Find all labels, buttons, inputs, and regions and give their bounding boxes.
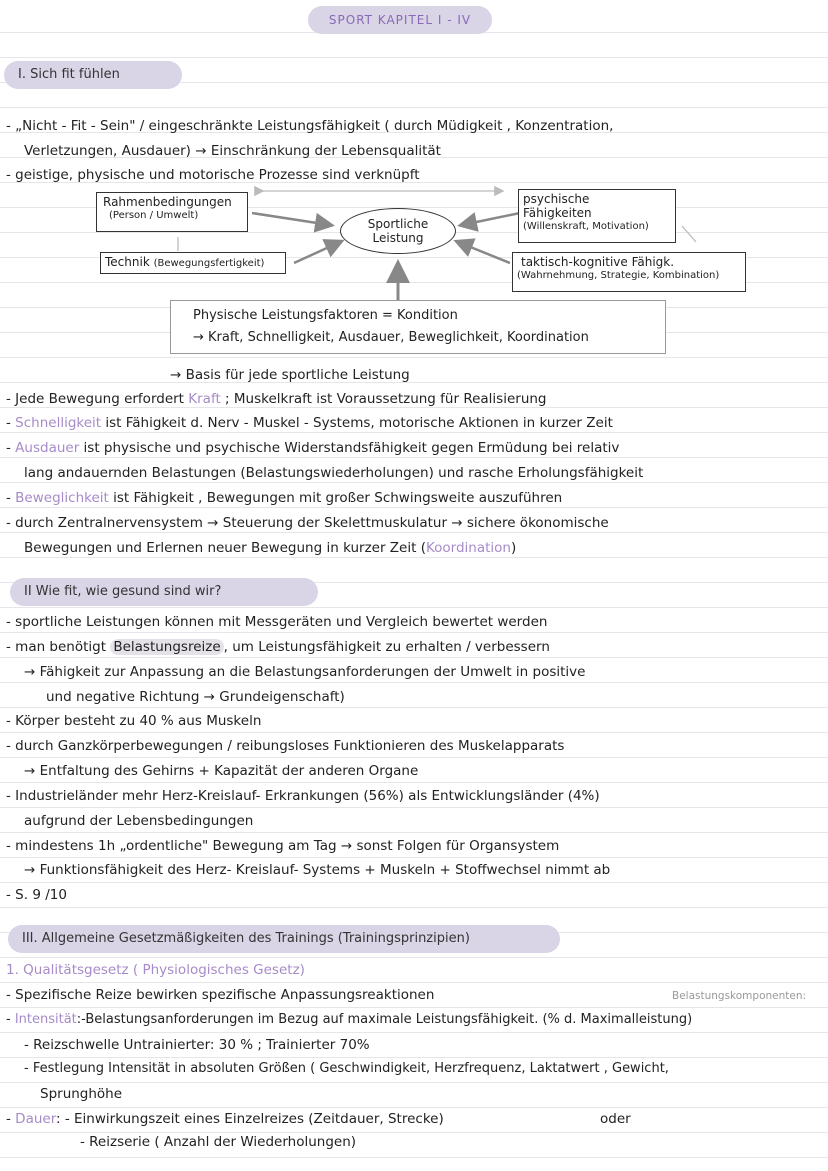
s1-kraft: Kraft bbox=[188, 391, 221, 407]
s2-line-3: → Fähigkeit zur Anpassung an die Belastungsanforderungen der Umwelt in positive bbox=[24, 664, 586, 680]
s2-line-1: - sportliche Leistungen können mit Messgeräten und Vergleich bewertet werden bbox=[6, 614, 548, 630]
s1-l7c: ist physische und psychische Widerstandsfähigkeit gegen Ermüdung bei relativ bbox=[79, 440, 620, 456]
rahmen-label: Rahmenbedingungen bbox=[103, 195, 232, 209]
s2-line-5: - Körper besteht zu 40 % aus Muskeln bbox=[6, 713, 262, 729]
diagram-box-physisch bbox=[170, 300, 666, 354]
s2-line-4: und negative Richtung → Grundeigenschaft) bbox=[46, 689, 345, 705]
s1-l9c: ist Fähigkeit , Bewegungen mit großer Schwingsweite auszuführen bbox=[108, 490, 563, 506]
s1-l11c: ) bbox=[511, 540, 517, 556]
s2-belastungsreize: Belastungsreize bbox=[110, 639, 223, 655]
s1-schnelligkeit: Schnelligkeit bbox=[15, 415, 102, 431]
s2-l2c: , um Leistungsfähigkeit zu erhalten / verbessern bbox=[223, 639, 550, 655]
s2-line-12: - S. 9 /10 bbox=[6, 887, 67, 903]
psych-label-1: psychische bbox=[523, 192, 590, 206]
s2-line-7: → Entfaltung des Gehirns + Kapazität der anderen Organe bbox=[24, 763, 419, 779]
s3-dauer: Dauer bbox=[15, 1111, 57, 1127]
s3-line-7: - Reizserie ( Anzahl der Wiederholungen) bbox=[80, 1134, 357, 1150]
diagram-box-rahmen bbox=[96, 192, 248, 232]
section-2-heading: II Wie fit, wie gesund sind wir? bbox=[10, 578, 318, 606]
s2-l2a: - man benötigt bbox=[6, 639, 111, 655]
s3-l6a: - bbox=[6, 1111, 16, 1127]
diagram-box-technik bbox=[100, 252, 286, 274]
s1-line-8: lang andauernden Belastungen (Belastungswiederholungen) und rasche Erholungsfähigkeit bbox=[24, 465, 644, 481]
s3-l2c: :-Belastungsanforderungen im Bezug auf maximale Leistungsfähigkeit. (% d. Maximalleistung) bbox=[76, 1012, 693, 1027]
s3-oder: oder bbox=[600, 1111, 631, 1127]
phys-label-2: → Kraft, Schnelligkeit, Ausdauer, Beweglichkeit, Koordination bbox=[193, 330, 589, 345]
center-label-1: Sportliche bbox=[367, 217, 429, 231]
s1-line-9 bbox=[6, 489, 562, 507]
psych-label-2: Fähigkeiten bbox=[523, 206, 592, 220]
s3-subheading: 1. Qualitätsgesetz ( Physiologisches Gesetz) bbox=[6, 962, 305, 978]
phys-label-1: Physische Leistungsfaktoren = Kondition bbox=[193, 308, 458, 323]
s3-l6c: : - Einwirkungszeit eines Einzelreizes (Zeitdauer, Strecke) bbox=[56, 1111, 444, 1127]
s3-line-5: Sprunghöhe bbox=[40, 1086, 123, 1102]
s1-l9a: - bbox=[6, 490, 16, 506]
s1-koordination: Koordination bbox=[425, 540, 511, 556]
s3-l2a: - bbox=[6, 1012, 15, 1027]
s2-line-6: - durch Ganzkörperbewegungen / reibungsloses Funktionieren des Muskelapparats bbox=[6, 738, 565, 754]
s2-line-2 bbox=[6, 638, 550, 656]
s2-line-9: aufgrund der Lebensbedingungen bbox=[24, 813, 254, 829]
s1-l6a: - bbox=[6, 415, 16, 431]
s1-line-4: → Basis für jede sportliche Leistung bbox=[170, 367, 410, 383]
page-title: SPORT KAPITEL I - IV bbox=[308, 6, 492, 34]
s3-intensitaet: Intensität bbox=[14, 1012, 77, 1027]
s3-line-3: - Reizschwelle Untrainierter: 30 % ; Trainierter 70% bbox=[24, 1037, 370, 1053]
s1-l5a: - Jede Bewegung erfordert bbox=[6, 391, 189, 407]
section-1-heading: I. Sich fit fühlen bbox=[4, 61, 182, 89]
diagram-box-taktisch bbox=[512, 252, 746, 292]
rahmen-sub: (Person / Umwelt) bbox=[109, 210, 199, 221]
diagram-center-ellipse bbox=[340, 208, 456, 254]
s1-l6c: ist Fähigkeit d. Nerv - Muskel - Systems, motorische Aktionen in kurzer Zeit bbox=[101, 415, 613, 431]
s2-line-8: - Industrieländer mehr Herz-Kreislauf- Erkrankungen (56%) als Entwicklungsländer (4%) bbox=[6, 788, 600, 804]
s1-l11a: Bewegungen und Erlernen neuer Bewegung in kurzer Zeit ( bbox=[24, 540, 426, 556]
s1-line-5 bbox=[6, 390, 547, 408]
taktik-label: taktisch-kognitive Fähigk. bbox=[521, 255, 675, 269]
center-label-2: Leistung bbox=[372, 231, 424, 245]
s1-line-10: - durch Zentralnervensystem → Steuerung der Skelettmuskulatur → sichere ökonomische bbox=[6, 515, 609, 531]
s2-line-10: - mindestens 1h „ordentliche" Bewegung am Tag → sonst Folgen für Organsystem bbox=[6, 838, 560, 854]
s2-line-11: → Funktionsfähigkeit des Herz- Kreislauf- Systems + Muskeln + Stoffwechsel nimmt ab bbox=[24, 862, 611, 878]
s1-beweglichkeit: Beweglichkeit bbox=[15, 490, 109, 506]
diagram-box-psychisch bbox=[518, 189, 676, 243]
psych-sub: (Willenskraft, Motivation) bbox=[523, 221, 649, 232]
s1-line-1: - „Nicht - Fit - Sein" / eingeschränkte Leistungsfähigkeit ( durch Müdigkeit , Konzentration, bbox=[6, 118, 614, 134]
technik-sub: (Bewegungsfertigkeit) bbox=[153, 258, 265, 269]
s1-line-7 bbox=[6, 439, 619, 457]
s1-line-11 bbox=[24, 539, 516, 557]
s1-line-6 bbox=[6, 414, 613, 432]
s1-line-2: Verletzungen, Ausdauer) → Einschränkung der Lebensqualität bbox=[24, 143, 441, 159]
s3-line-6 bbox=[6, 1110, 444, 1128]
s1-l7a: - bbox=[6, 440, 16, 456]
s1-ausdauer: Ausdauer bbox=[15, 440, 80, 456]
s1-line-3: - geistige, physische und motorische Prozesse sind verknüpft bbox=[6, 167, 420, 183]
section-3-heading: III. Allgemeine Gesetzmäßigkeiten des Trainings (Trainingsprinzipien) bbox=[8, 925, 560, 953]
s3-line-4: - Festlegung Intensität in absoluten Größen ( Geschwindigkeit, Herzfrequenz, Laktatwert , Gewicht, bbox=[24, 1061, 669, 1076]
s3-line-2 bbox=[6, 1011, 692, 1029]
s1-l5c: ; Muskelkraft ist Voraussetzung für Realisierung bbox=[220, 391, 547, 407]
taktik-sub: (Wahrnehmung, Strategie, Kombination) bbox=[517, 270, 720, 281]
s3-side-note: Belastungskomponenten: bbox=[672, 990, 807, 1002]
s3-line-1: - Spezifische Reize bewirken spezifische Anpassungsreaktionen bbox=[6, 987, 435, 1003]
technik-label: Technik bbox=[105, 255, 150, 269]
